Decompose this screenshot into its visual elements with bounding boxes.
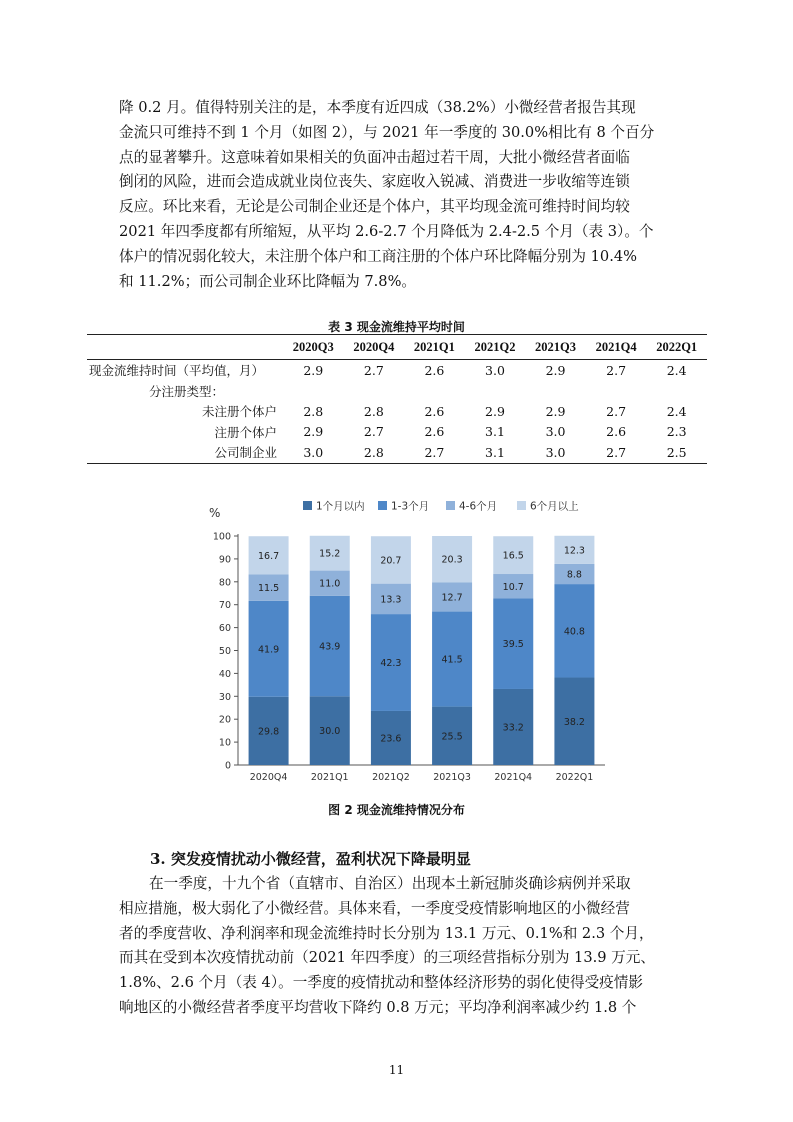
data-label: 33.2 [502,722,524,734]
row-label: 未注册个体户 [201,404,277,420]
data-label: 20.7 [380,555,402,567]
table-header-cell: 2021Q2 [465,335,526,360]
table-cell: 3.1 [465,442,526,463]
text-line: 倒闭的风险，进而会造成就业岗位丧失、家庭收入锐减、消费进一步收缩等连锁 [119,173,630,191]
data-label: 12.7 [441,592,463,604]
section-heading: 3. 突发疫情扰动小微经营，盈利状况下降最明显 [150,850,471,868]
text-line: 点的显著攀升。这意味着如果相关的负面冲击超过若干周，大批小微经营者面临 [119,148,630,166]
row-label: 公司制企业 [87,442,283,463]
table-cell: 2.7 [363,362,384,378]
data-label: 30.0 [319,726,341,738]
row-label: 现金流维持时间（平均值，月） [89,363,265,379]
table-row [87,381,707,402]
table-cell: 3.1 [485,424,505,440]
data-label: 25.5 [441,731,463,743]
table-cell: 2.5 [646,442,707,463]
text-line: 降 0.2 月。值得特别关注的是，本季度有近四成（38.2%）小微经营者报告其现 [119,99,636,116]
table-cell: 2.8 [303,403,324,419]
y-tick-label: 20 [218,714,231,726]
table-cell: 3.0 [283,442,344,463]
data-label: 11.5 [258,583,280,595]
table-cell [283,381,344,402]
table-cell [344,381,405,402]
table-caption: 表 3 现金流维持平均时间 [328,320,465,334]
table-cell: 2.4 [666,403,687,419]
table-cell [586,381,647,402]
table-cell [525,381,586,402]
table-header-row [87,335,707,360]
data-label: 38.2 [563,716,585,728]
x-tick-label: 2021Q4 [494,772,533,783]
table-cell: 2.8 [363,403,384,419]
text-line: 在一季度，十九个省（直辖市、自治区）出现本土新冠肺炎确诊病例并采取 [149,875,631,892]
data-label: 40.8 [563,626,585,638]
table-cell: 3.0 [485,362,505,378]
y-tick-label: 40 [218,668,231,680]
table-cell: 2.7 [606,362,627,378]
text-line: 2021 年四季度都有所缩短，从平均 2.6-2.7 个月降低为 2.4-2.5 个月（表 3）。个 [119,222,654,240]
table-cell: 2.6 [606,424,627,440]
data-label: 16.5 [502,550,524,562]
figure-caption: 图 2 现金流维持情况分布 [328,803,465,817]
data-label: 10.7 [502,581,524,593]
legend-label: 4-6个月 [459,500,498,513]
table-cell: 3.0 [545,424,566,440]
table-cell [465,381,526,402]
legend-swatch [303,501,312,510]
row-label: 注册个体户 [214,424,277,440]
x-tick-label: 2021Q1 [310,772,349,783]
legend-label: 1-3个月 [391,500,430,513]
table-row [87,422,707,443]
table-cell: 3.0 [525,442,586,463]
y-tick-label: 60 [218,623,231,635]
legend-swatch [378,501,387,510]
y-tick-label: 50 [218,646,231,657]
table-cell: 2.9 [545,403,566,419]
table-cell: 2.7 [606,403,627,419]
table-cell: 2.3 [666,424,687,440]
data-label: 11.0 [319,578,341,590]
legend-swatch [446,501,455,510]
data-label: 8.8 [566,569,582,581]
data-label: 15.2 [319,548,341,560]
text-line: 而其在受到本次疫情扰动前（2021 年四季度）的三项经营指标分别为 13.9 万元、 [119,949,655,967]
table-cell: 2.9 [485,403,505,419]
x-tick-label: 2022Q1 [555,772,594,783]
data-label: 12.3 [563,545,585,557]
table-header-cell: 2022Q1 [646,335,707,360]
y-tick-label: 100 [212,531,231,543]
y-tick-label: 90 [218,554,231,566]
data-label: 23.6 [380,733,402,745]
table-row [87,442,707,463]
cashflow-table [87,334,707,464]
y-tick-label: 10 [218,737,231,749]
data-label: 20.3 [441,554,463,566]
table-cell: 2.8 [344,442,405,463]
text-line: 金流只可维持不到 1 个月（如图 2），与 2021 年一季度的 30.0%相比有 8 个百分 [119,123,655,141]
x-tick-label: 2021Q3 [433,772,471,783]
table-cell: 2.7 [586,442,647,463]
text-line: 者的季度营收、净利润率和现金流维持时长分别为 13.1 万元、0.1%和 2.3 个月， [119,924,654,942]
table-cell: 2.9 [303,362,324,378]
data-label: 13.3 [380,594,402,606]
table-row [87,401,707,422]
data-label: 42.3 [380,658,402,670]
table-cell: 2.7 [404,442,465,463]
data-label: 16.7 [258,550,280,562]
y-tick-label: 30 [218,691,231,703]
y-tick-label: 0 [224,760,231,772]
y-axis-label: % [209,506,221,520]
table-header-cell: 2021Q4 [586,335,647,360]
text-line: 相应措施，极大弱化了小微经营。具体来看，一季度受疫情影响地区的小微经营 [119,899,630,917]
paragraph-cashflow [119,96,675,294]
text-line: 响地区的小微经营者季度平均营收下降约 0.8 万元；平均净利润率减少约 1.8 个 [119,998,637,1016]
data-label: 41.9 [258,644,280,656]
data-label: 29.8 [258,726,280,738]
table-cell: 2.4 [666,362,687,378]
table-row [87,360,707,381]
data-label: 43.9 [319,641,341,653]
legend-swatch [517,501,526,510]
table-header-cell: 2021Q3 [525,335,586,360]
table-cell: 2.7 [363,424,384,440]
y-tick-label: 80 [218,577,231,589]
table-header-cell [87,335,283,360]
page-number: 11 [388,1063,405,1077]
row-label: 分注册类型： [149,383,225,399]
cashflow-distribution-chart [195,488,615,793]
x-tick-label: 2021Q2 [372,772,410,783]
table-header-cell: 2021Q1 [404,335,465,360]
table-cell: 2.9 [545,362,566,378]
table-cell: 2.6 [424,403,445,419]
y-tick-label: 70 [218,600,231,612]
legend-label: 1个月以内 [316,500,365,513]
text-line: 反应。环比来看，无论是公司制企业还是个体户，其平均现金流可维持时间均较 [119,198,630,216]
x-tick-label: 2020Q4 [249,772,288,783]
text-line: 1.8%、2.6 个月（表 4）。一季度的疫情扰动和整体经济形势的弱化使得受疫情影 [119,974,643,992]
text-line: 和 11.2%；而公司制企业环比降幅为 7.8%。 [119,272,417,290]
table-header-cell: 2020Q3 [283,335,344,360]
table-cell [404,381,465,402]
table-cell: 2.6 [424,424,445,440]
data-label: 41.5 [441,654,463,666]
table-cell: 2.6 [424,362,445,378]
table-header-cell: 2020Q4 [344,335,405,360]
table-cell [646,381,707,402]
legend-label: 6个月以上 [530,500,579,513]
text-line: 体户的情况弱化较大，未注册个体户和工商注册的个体户环比降幅分别为 10.4% [119,247,638,265]
paragraph-epidemic [119,872,675,1021]
data-label: 39.5 [502,639,524,651]
table-cell: 2.9 [303,424,324,440]
